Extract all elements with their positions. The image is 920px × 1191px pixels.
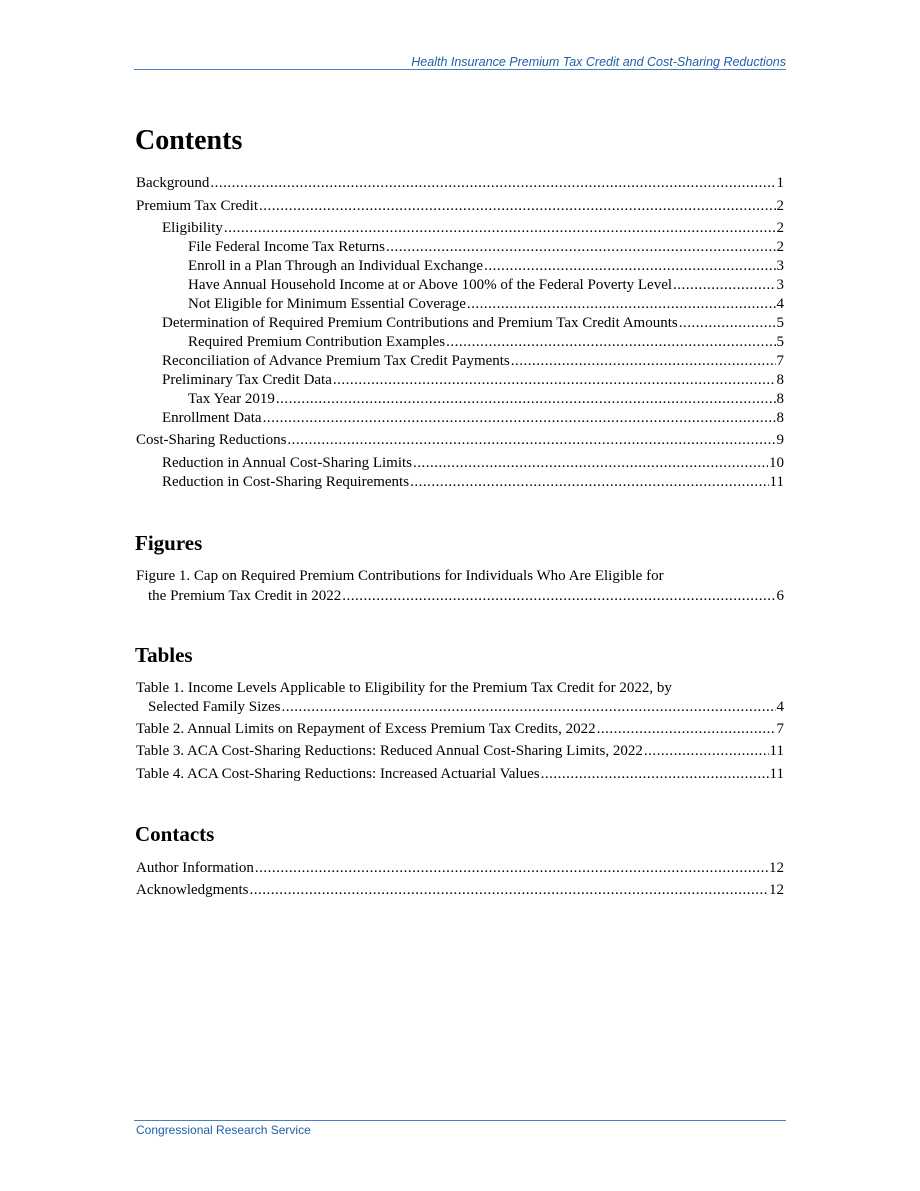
toc-page-number: 3: [776, 258, 784, 274]
toc-page-number: 4: [776, 296, 784, 312]
toc-page-number: 2: [776, 239, 784, 255]
toc-entry-text: Acknowledgments: [136, 882, 249, 898]
toc-page-number: 5: [776, 315, 784, 331]
toc-page-number: 8: [776, 391, 784, 407]
toc-entry-background[interactable]: [136, 174, 784, 192]
toc-entry-enrollment-data[interactable]: [136, 409, 784, 427]
table-1-entry-line1[interactable]: Table 1. Income Levels Applicable to Eligibility for the Premium Tax Credit for 2022, by: [136, 680, 672, 696]
toc-leader-dots: [210, 174, 775, 192]
table-1-entry[interactable]: [148, 698, 784, 716]
toc-entry-text: the Premium Tax Credit in 2022: [148, 588, 342, 604]
toc-page-number: 4: [776, 699, 784, 715]
toc-entry-text: Premium Tax Credit: [136, 198, 258, 214]
toc-entry-text: Background: [136, 175, 210, 191]
toc-entry-text: Have Annual Household Income at or Above 100% of the Federal Poverty Level: [188, 277, 673, 293]
toc-entry-text: Not Eligible for Minimum Essential Coverage: [188, 296, 466, 312]
toc-page-number: 11: [769, 474, 784, 490]
toc-entry-enroll-exchange[interactable]: [136, 257, 784, 275]
toc-entry-text: Eligibility: [162, 220, 223, 236]
table-4-entry[interactable]: [136, 765, 784, 783]
toc-leader-dots: [410, 473, 768, 491]
toc-entry-text: Preliminary Tax Credit Data: [162, 372, 332, 388]
contacts-heading: Contacts: [135, 822, 215, 846]
toc-entry-text: Tax Year 2019: [188, 391, 275, 407]
toc-entry-file-tax-returns[interactable]: [136, 238, 784, 256]
contents-heading: Contents: [135, 125, 243, 156]
toc-leader-dots: [224, 219, 776, 237]
toc-entry-contribution-examples[interactable]: [136, 333, 784, 351]
toc-leader-dots: [679, 314, 776, 332]
toc-entry-text: Determination of Required Premium Contributions and Premium Tax Credit Amounts: [162, 315, 678, 331]
toc-entry-text: File Federal Income Tax Returns: [188, 239, 385, 255]
toc-page-number: 6: [776, 588, 784, 604]
toc-entry-text: Table 3. ACA Cost-Sharing Reductions: Reduced Annual Cost-Sharing Limits, 2022: [136, 743, 643, 759]
table-3-entry[interactable]: [136, 742, 784, 760]
toc-page-number: 12: [769, 860, 784, 876]
table-2-entry[interactable]: [136, 720, 784, 738]
toc-leader-dots: [263, 409, 776, 427]
toc-leader-dots: [446, 333, 775, 351]
toc-page-number: 12: [769, 882, 784, 898]
toc-leader-dots: [281, 698, 775, 716]
toc-entry-household-income[interactable]: [136, 276, 784, 294]
toc-page-number: 8: [776, 410, 784, 426]
footer-rule: [134, 1120, 786, 1121]
figures-heading: Figures: [135, 531, 203, 555]
toc-entry-text: Enrollment Data: [162, 410, 262, 426]
toc-leader-dots: [255, 859, 768, 877]
toc-entry-text: Cost-Sharing Reductions: [136, 432, 287, 448]
toc-entry-text: Author Information: [136, 860, 254, 876]
toc-page-number: 5: [776, 334, 784, 350]
toc-leader-dots: [276, 390, 776, 408]
toc-page-number: 7: [776, 721, 784, 737]
toc-entry-preliminary-data[interactable]: [136, 371, 784, 389]
toc-leader-dots: [597, 720, 776, 738]
toc-page-number: 8: [776, 372, 784, 388]
figure-1-entry-line1[interactable]: Figure 1. Cap on Required Premium Contributions for Individuals Who Are Eligible for: [136, 568, 664, 584]
toc-leader-dots: [287, 431, 775, 449]
toc-entry-text: Table 2. Annual Limits on Repayment of Excess Premium Tax Credits, 2022: [136, 721, 596, 737]
toc-entry-annual-limits[interactable]: [136, 454, 784, 472]
toc-entry-cost-sharing-requirements[interactable]: [136, 473, 784, 491]
toc-leader-dots: [673, 276, 775, 294]
toc-entry-text: Table 4. ACA Cost-Sharing Reductions: Increased Actuarial Values: [136, 766, 540, 782]
toc-entry-tax-year-2019[interactable]: [136, 390, 784, 408]
toc-entry-text: Selected Family Sizes: [148, 699, 281, 715]
toc-page-number: 2: [776, 198, 784, 214]
toc-leader-dots: [259, 197, 776, 215]
toc-leader-dots: [333, 371, 776, 389]
toc-page-number: 11: [769, 743, 784, 759]
toc-page-number: 2: [776, 220, 784, 236]
toc-leader-dots: [386, 238, 776, 256]
header-rule: [134, 69, 786, 70]
toc-entry-text: Reconciliation of Advance Premium Tax Credit Payments: [162, 353, 510, 369]
toc-leader-dots: [342, 587, 775, 605]
toc-page-number: 10: [769, 455, 784, 471]
toc-leader-dots: [467, 295, 776, 313]
toc-entry-eligibility[interactable]: [136, 219, 784, 237]
toc-entry-text: Reduction in Annual Cost-Sharing Limits: [162, 455, 412, 471]
toc-entry-not-eligible-mec[interactable]: [136, 295, 784, 313]
toc-leader-dots: [484, 257, 775, 275]
toc-leader-dots: [249, 881, 768, 899]
running-header: Health Insurance Premium Tax Credit and Cost-Sharing Reductions: [411, 55, 786, 69]
toc-page-number: 3: [776, 277, 784, 293]
toc-page-number: 1: [776, 175, 784, 191]
toc-entry-determination[interactable]: [136, 314, 784, 332]
toc-page-number: 9: [776, 432, 784, 448]
contact-acknowledgments[interactable]: [136, 881, 784, 899]
toc-entry-premium-tax-credit[interactable]: [136, 197, 784, 215]
figure-1-entry[interactable]: [148, 587, 784, 605]
toc-entry-text: Required Premium Contribution Examples: [188, 334, 446, 350]
toc-leader-dots: [541, 765, 769, 783]
tables-heading: Tables: [135, 643, 193, 667]
footer-publisher: Congressional Research Service: [136, 1123, 311, 1137]
toc-leader-dots: [644, 742, 769, 760]
toc-entry-text: Enroll in a Plan Through an Individual Exchange: [188, 258, 484, 274]
toc-entry-cost-sharing-reductions[interactable]: [136, 431, 784, 449]
toc-entry-reconciliation[interactable]: [136, 352, 784, 370]
toc-page-number: 11: [769, 766, 784, 782]
toc-leader-dots: [413, 454, 768, 472]
toc-leader-dots: [511, 352, 776, 370]
contact-author-information[interactable]: [136, 859, 784, 877]
toc-entry-text: Reduction in Cost-Sharing Requirements: [162, 474, 410, 490]
toc-page-number: 7: [776, 353, 784, 369]
